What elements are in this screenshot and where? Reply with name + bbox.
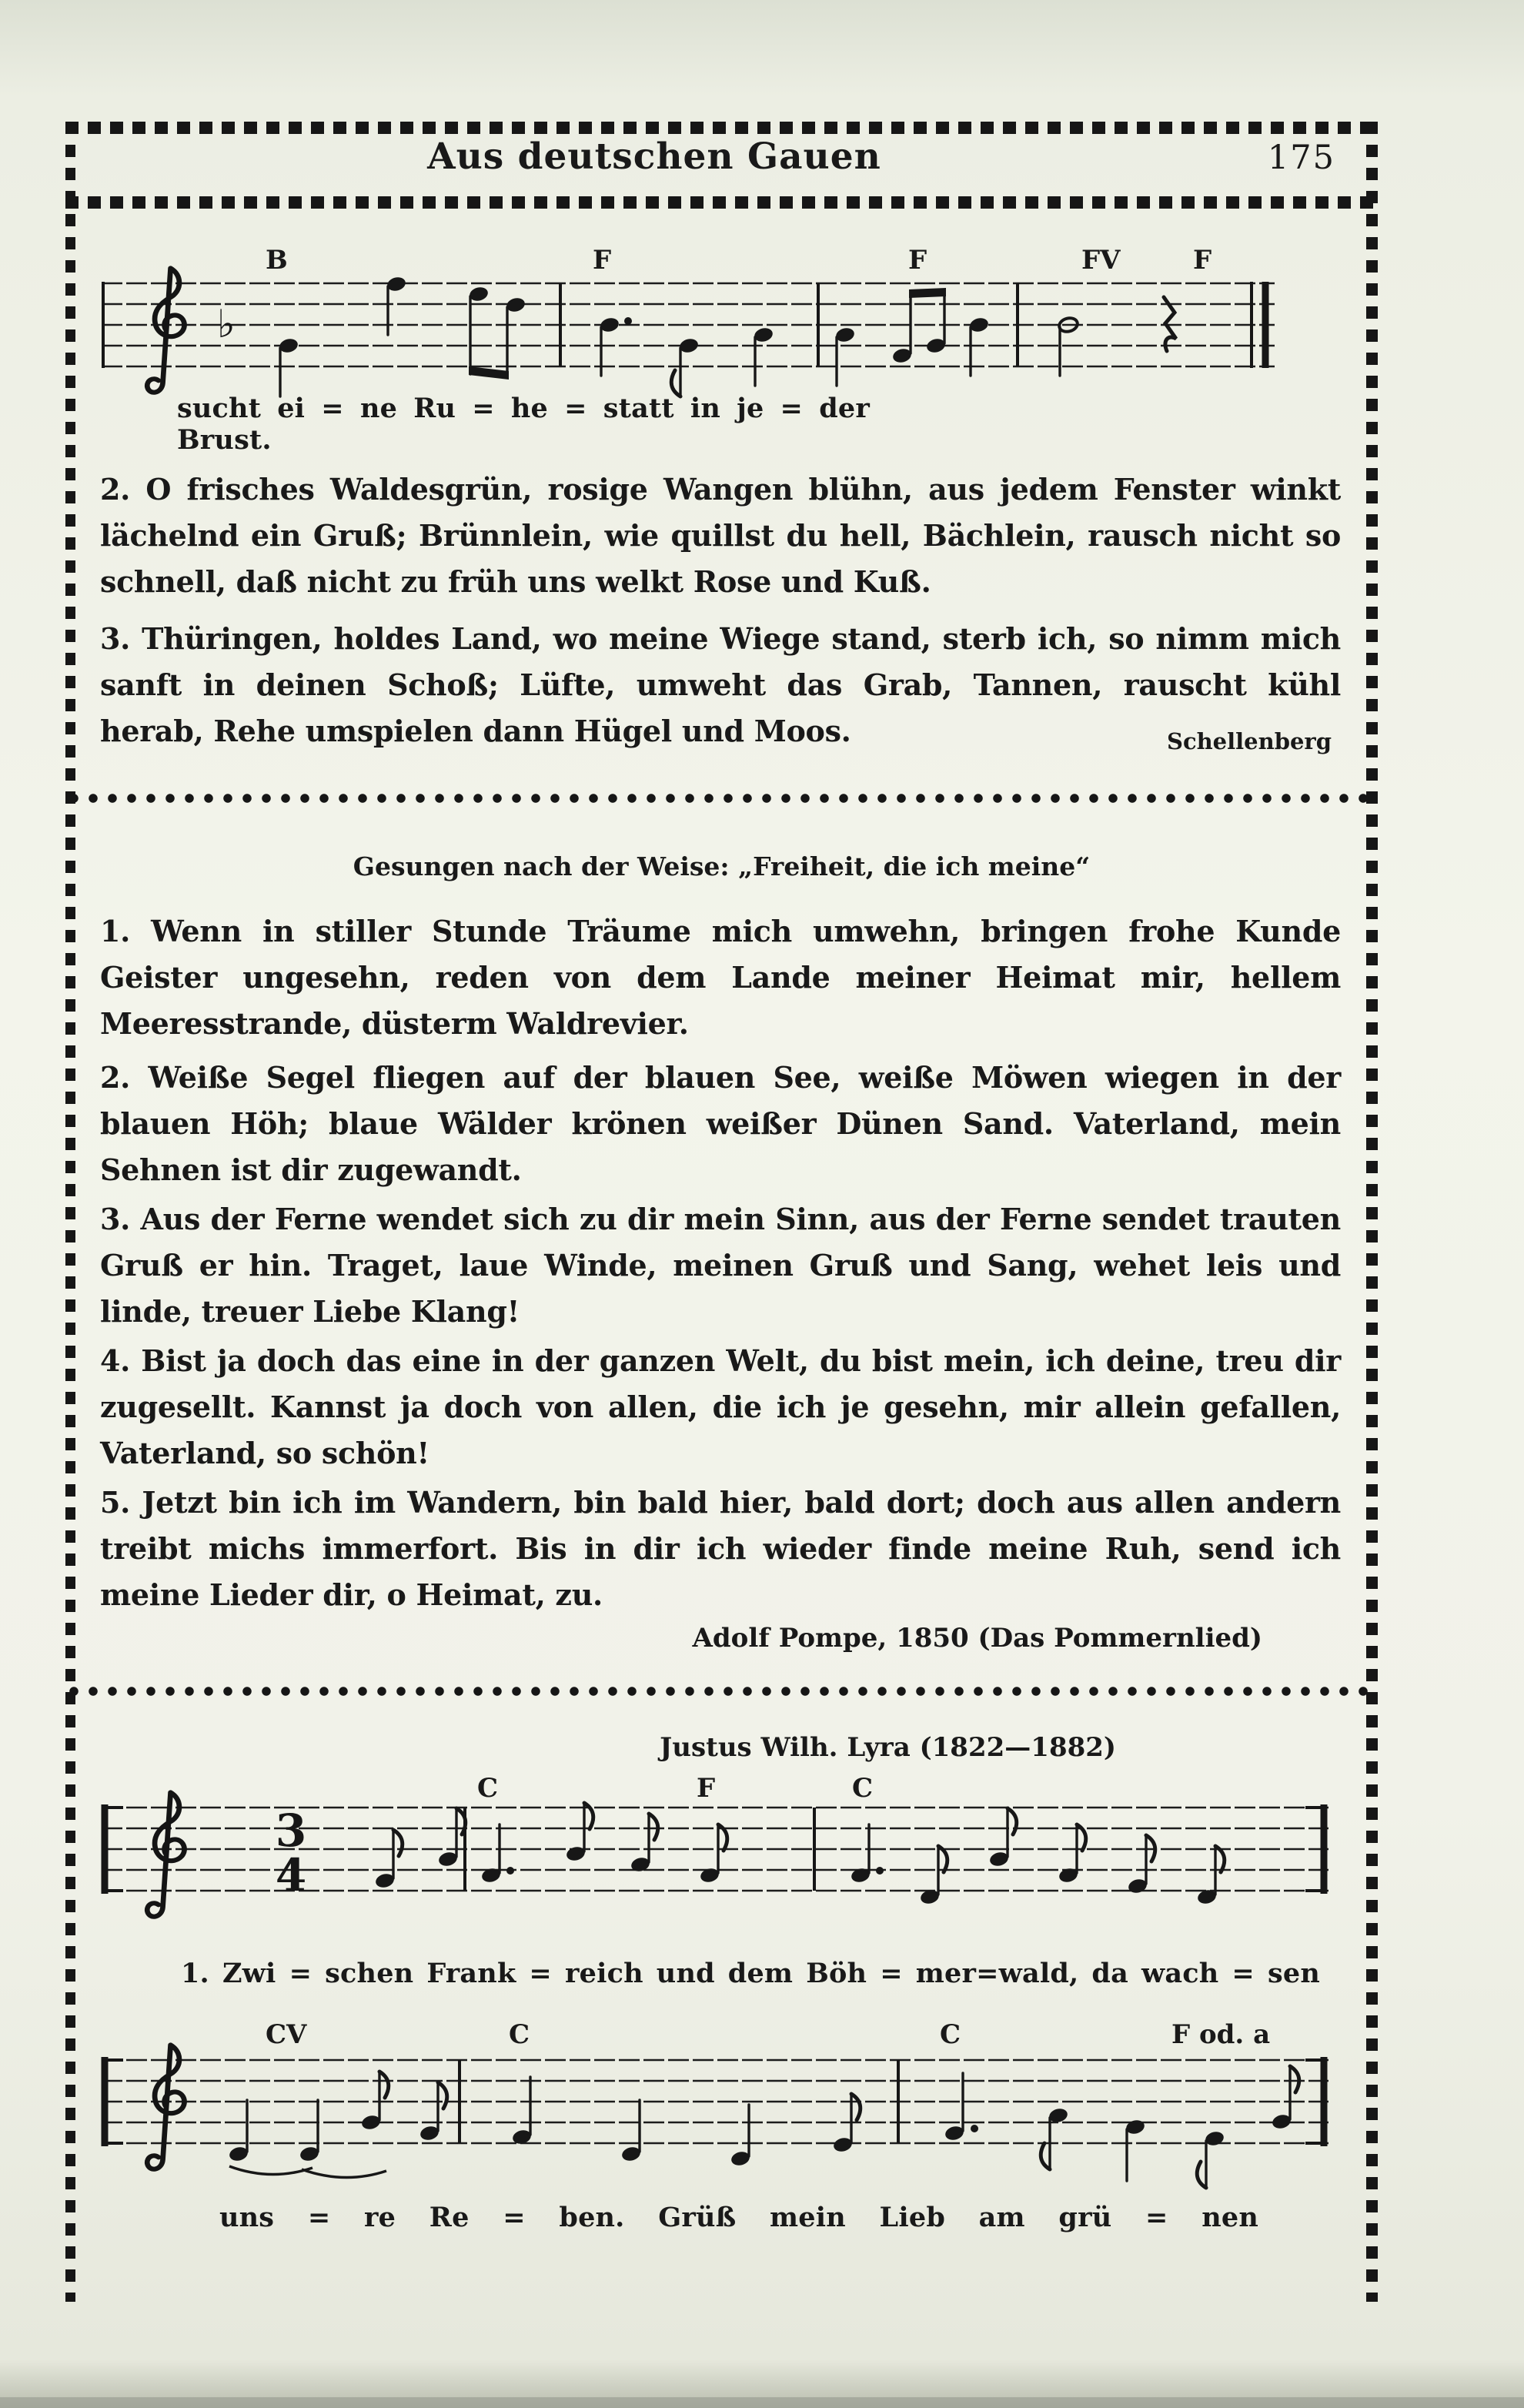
chord-label: B xyxy=(266,245,288,276)
chord-label: F xyxy=(1193,245,1212,276)
verse-2: 2. Weiße Segel fliegen auf der blauen See, weiße Möwen wiegen in der blauen Höh; blaue Wälder krönen weißer Dünen Sand. Vaterland, mein Sehnen ist dir zugewandt. xyxy=(100,1060,1341,1187)
chord-label: C xyxy=(477,1773,499,1804)
treble-clef-icon xyxy=(147,2045,184,2169)
svg-text:3: 3 xyxy=(275,1804,307,1857)
staff-lines xyxy=(102,282,1275,368)
chord-label: F xyxy=(593,245,612,276)
lyrics-line: uns = re Re = ben. Grüß mein Lieb am grü = nen xyxy=(219,2202,1258,2233)
treble-clef-icon xyxy=(147,268,184,392)
page-frame xyxy=(65,122,1378,2302)
chord-label: F xyxy=(908,245,927,276)
treble-clef-icon xyxy=(147,1792,184,1916)
page-number: 175 xyxy=(1267,139,1335,177)
scan-edge xyxy=(0,2397,1524,2408)
chord-label: C xyxy=(940,2019,961,2050)
page-border-top xyxy=(65,122,1378,134)
dotted-divider xyxy=(69,793,1372,804)
chord-label: F xyxy=(697,1773,716,1804)
chord-label: FV xyxy=(1081,245,1121,276)
lyrics-line: sucht ei = ne Ru = he = statt in je = der Brust. xyxy=(177,393,870,456)
staff-lines xyxy=(102,2057,1328,2146)
verse-2: 2. O frisches Waldesgrün, rosige Wangen blühn, aus jedem Fenster winkt lächelnd ein Gruß; Brünnlein, wie quillst du hell, Bächlein, rausch nicht so schnell, daß nicht zu früh uns welkt Rose und Kuß. xyxy=(100,472,1341,599)
chord-label: CV xyxy=(266,2019,307,2050)
composer-lyra: Justus Wilh. Lyra (1822—1882) xyxy=(660,1732,1116,1763)
notes xyxy=(228,2066,1299,2188)
notes xyxy=(278,276,1176,396)
time-signature xyxy=(276,1804,306,1901)
page-title: Aus deutschen Gauen xyxy=(427,135,881,178)
verse-5: 5. Jetzt bin ich im Wandern, bin bald hier, bald dort; doch aus allen andern treibt michs immerfort. Bis in dir ich wieder finde meine Ruh, send ich meine Lieder dir, o Heimat, zu. xyxy=(100,1485,1341,1612)
svg-text:4: 4 xyxy=(275,1849,307,1901)
lyrics-line: 1. Zwi = schen Frank = reich und dem Böh = mer=wald, da wach = sen xyxy=(181,1958,1320,1989)
verse-4: 4. Bist ja doch das eine in der ganzen Welt, du bist mein, ich deine, treu dir zugesellt. Kannst ja doch von allen, die ich je gesehn, mir allein gefallen, Vaterland, so schön! xyxy=(100,1343,1341,1470)
tune-reference: Gesungen nach der Weise: „Freiheit, die ich meine“ xyxy=(353,851,1091,881)
music-staff-2 xyxy=(100,1769,1332,1954)
chord-label: C xyxy=(509,2019,530,2050)
verse-3: 3. Aus der Ferne wendet sich zu dir mein Sinn, aus der Ferne sendet trauten Gruß er hin. Traget, laue Winde, meinen Gruß und Sang, wehet leis und linde, treuer Liebe Klang! xyxy=(100,1202,1341,1329)
attribution-pompe: Adolf Pompe, 1850 (Das Pommernlied) xyxy=(692,1623,1262,1654)
dotted-divider xyxy=(69,1686,1372,1697)
header-rule xyxy=(65,196,1378,209)
verse-3: 3. Thüringen, holdes Land, wo meine Wiege stand, sterb ich, so nimm mich sanft in deinen Schoß; Lüfte, umweht das Grab, Tannen, rauscht kühl herab, Rehe umspielen dann Hügel und Moos. xyxy=(100,621,1341,748)
attribution-schellenberg: Schellenberg xyxy=(1167,728,1332,754)
chord-label: F od. a xyxy=(1171,2019,1271,2050)
flat-sign-icon: ♭ xyxy=(217,302,236,346)
verse-1: 1. Wenn in stiller Stunde Träume mich umwehn, bringen frohe Kunde Geister ungesehn, reden von dem Lande meiner Heimat mir, hellem Meeresstrande, düsterm Waldrevier. xyxy=(100,914,1341,1041)
page-border-left xyxy=(65,122,75,2302)
page-border-right xyxy=(1366,122,1378,2302)
chord-label: C xyxy=(852,1773,874,1804)
music-staff-3 xyxy=(100,2022,1332,2214)
